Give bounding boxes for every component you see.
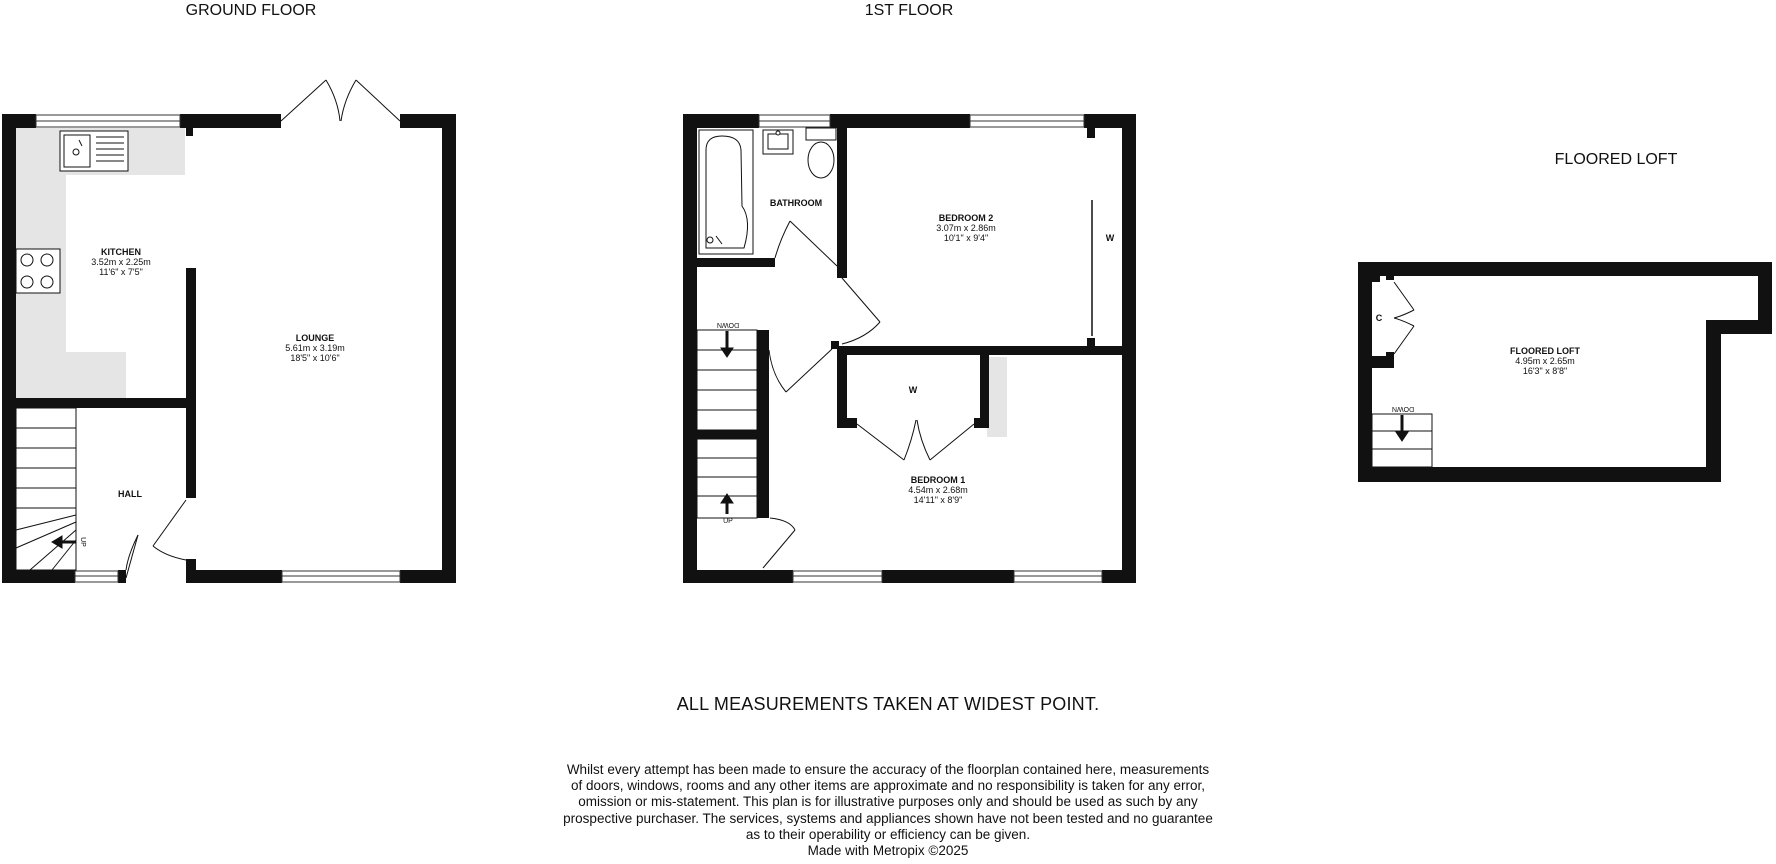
bedroom2-name: BEDROOM 2 (938, 213, 994, 223)
ground-floor-title: GROUND FLOOR (185, 2, 317, 19)
loft-cupboard-label: C (1375, 313, 1383, 323)
kitchen-imperial: 11'6" x 7'5" (99, 267, 143, 277)
bedroom2-imperial: 10'1" x 9'4" (943, 233, 989, 243)
first-stair-down-label: DOWN (716, 321, 740, 328)
loft-imperial: 16'3" x 8'8" (1522, 366, 1568, 376)
bath (699, 130, 753, 254)
first-doors (763, 221, 974, 568)
kitchen-sink (60, 131, 128, 171)
first-stairs (697, 330, 757, 518)
bedroom1-wardrobe-label: W (908, 385, 918, 395)
first-floor-title: 1ST FLOOR (864, 2, 954, 19)
bedroom2-metric: 3.07m x 2.86m (936, 223, 996, 233)
bedroom1-name: BEDROOM 1 (910, 475, 966, 485)
toilet (806, 128, 836, 178)
loft-floor-plan (1358, 151, 1772, 482)
bedroom2-wardrobe-label: W (1105, 233, 1115, 243)
ground-floor-plan (2, 2, 456, 583)
bedroom1-metric: 4.54m x 2.68m (908, 485, 968, 495)
loft-floor-title: FLOORED LOFT (1554, 151, 1678, 168)
disclaimer-line: of doors, windows, rooms and any other items are approximate and no responsibility is taken for any error, (570, 778, 1206, 794)
hall-door (126, 500, 186, 578)
ground-windows (36, 115, 400, 582)
loft-stair-down-label: DOWN (1391, 405, 1415, 412)
lounge-imperial: 18'5" x 10'6" (290, 353, 340, 363)
ground-stair-up-label: UP (79, 537, 86, 547)
hob-icon (16, 249, 60, 293)
lounge-metric: 5.61m x 3.19m (285, 343, 345, 353)
bathroom-name: BATHROOM (769, 198, 823, 208)
disclaimer-line: Whilst every attempt has been made to ensure the accuracy of the floorplan contained here, measurements (566, 762, 1210, 777)
basin (763, 130, 793, 154)
disclaimer (0, 762, 1776, 859)
loft-metric: 4.95m x 2.65m (1515, 356, 1575, 366)
credit-line: Made with Metropix ©2025 (807, 843, 969, 859)
disclaimer-line: as to their operability or efficiency can be given. (745, 826, 1031, 842)
measurement-note: ALL MEASUREMENTS TAKEN AT WIDEST POINT. (676, 694, 1100, 714)
first-floor-plan (683, 2, 1136, 583)
kitchen-metric: 3.52m x 2.25m (91, 257, 151, 267)
ground-stairs (16, 408, 76, 570)
loft-cupboard-doors (1394, 282, 1414, 354)
cupboard-shading (987, 357, 1007, 437)
kitchen-name: KITCHEN (101, 247, 141, 257)
loft-name: FLOORED LOFT (1510, 346, 1580, 356)
disclaimer-line: omission or mis-statement. This plan is for illustrative purposes only and should be used as such by any (578, 794, 1198, 810)
disclaimer-line: prospective purchaser. The services, systems and appliances shown have not been tested and no guarantee (563, 810, 1213, 826)
lounge-name: LOUNGE (295, 333, 335, 343)
first-stair-up-label: UP (723, 518, 733, 525)
hall-name: HALL (118, 489, 142, 499)
french-doors (281, 80, 400, 121)
bedroom1-imperial: 14'11" x 8'9" (913, 495, 963, 505)
